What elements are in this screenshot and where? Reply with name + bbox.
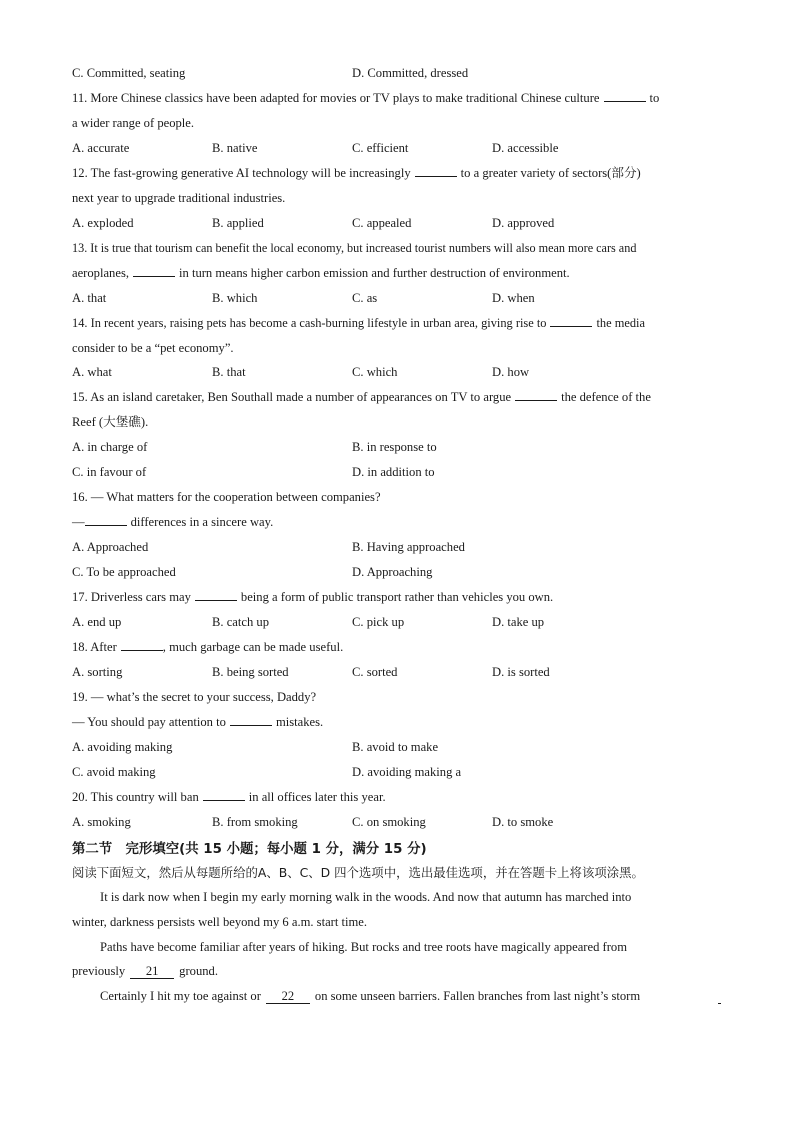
q12-option-c: C. appealed	[352, 216, 412, 230]
question-11-text: 11. More Chinese classics have been adapted for movies or TV plays to make traditional Chinese culture	[72, 91, 600, 105]
section-2-heading: 第二节 完形填空(共 15 小题；每小题 1 分，满分 15 分)	[72, 842, 427, 857]
question-13-text: aeroplanes,	[72, 266, 129, 280]
q16-option-d: D. Approaching	[352, 565, 433, 579]
question-13-text-cont: in turn means higher carbon emission and further destruction of environment.	[179, 266, 570, 280]
q11-option-d: D. accessible	[492, 141, 559, 155]
q19-option-a: A. avoiding making	[72, 740, 173, 754]
answer-blank	[604, 90, 646, 102]
question-16-line1: 16. — What matters for the cooperation between companies?	[72, 490, 381, 504]
q13-option-d: D. when	[492, 291, 535, 305]
question-20-line1	[72, 789, 386, 805]
q17-option-d: D. take up	[492, 615, 545, 629]
q14-option-d: D. how	[492, 365, 530, 379]
q20-option-d: D. to smoke	[492, 815, 554, 829]
question-16-text-cont: differences in a sincere way.	[130, 515, 274, 529]
answer-blank	[85, 514, 127, 526]
question-19-text: — You should pay attention to	[72, 715, 226, 729]
section-2-instruction: 阅读下面短文，然后从每题所给的A、B、C、D 四个选项中，选出最佳选项，并在答题卡上将该项涂黑。	[72, 865, 644, 880]
passage-text-cont: ground.	[179, 964, 218, 978]
q11-option-c: C. efficient	[352, 141, 409, 155]
q14-option-b: B. that	[212, 365, 246, 379]
q19-option-d: D. avoiding making a	[352, 765, 462, 779]
answer-blank	[550, 315, 592, 327]
answer-blank	[203, 789, 245, 801]
question-20-text: 20. This country will ban	[72, 790, 199, 804]
question-15-text-cont: the defence of the	[561, 390, 651, 404]
passage-p2-line2	[72, 963, 218, 979]
question-13-line1: 13. It is true that tourism can benefit the local economy, but increased tourist numbers will also mean more cars and	[72, 241, 637, 255]
answer-blank	[415, 165, 457, 177]
q19-option-c: C. avoid making	[72, 765, 156, 779]
q14-option-c: C. which	[352, 365, 398, 379]
q10-option-d: D. Committed, dressed	[352, 66, 469, 80]
q20-option-c: C. on smoking	[352, 815, 426, 829]
question-17-text: 17. Driverless cars may	[72, 590, 191, 604]
passage-p1-line2: winter, darkness persists well beyond my 6 a.m. start time.	[72, 915, 368, 929]
question-19-text-cont: mistakes.	[275, 715, 324, 729]
question-18-text-cont: , much garbage can be made useful.	[162, 640, 344, 654]
question-15-line2: Reef (大堡礁).	[72, 415, 149, 429]
question-14-text-cont: the media	[596, 316, 645, 330]
question-16-dash: —	[72, 515, 85, 529]
answer-blank	[133, 265, 175, 277]
q15-option-b: B. in response to	[352, 440, 437, 454]
q20-option-a: A. smoking	[72, 815, 131, 829]
question-12-text: 12. The fast-growing generative AI technology will be increasingly	[72, 166, 411, 180]
question-14-line1	[72, 315, 645, 331]
q10-option-c: C. Committed, seating	[72, 66, 186, 80]
q18-option-c: C. sorted	[352, 665, 398, 679]
question-15-text: 15. As an island caretaker, Ben Southall made a number of appearances on TV to argue	[72, 390, 512, 404]
answer-blank	[195, 589, 237, 601]
q17-option-c: C. pick up	[352, 615, 405, 629]
q13-option-b: B. which	[212, 291, 258, 305]
q14-option-a: A. what	[72, 365, 112, 379]
answer-blank	[121, 639, 163, 651]
question-12-text-cont: to a greater variety of sectors(部分)	[460, 166, 641, 180]
q11-option-b: B. native	[212, 141, 258, 155]
question-13-line2	[72, 265, 570, 281]
q18-option-a: A. sorting	[72, 665, 123, 679]
passage-text: Certainly I hit my toe against or	[100, 989, 261, 1003]
answer-blank	[230, 714, 272, 726]
q16-option-a: A. Approached	[72, 540, 149, 554]
q18-option-b: B. being sorted	[212, 665, 289, 679]
passage-text-cont: on some unseen barriers. Fallen branches from last night’s storm	[314, 989, 641, 1003]
question-18-line1	[72, 639, 343, 655]
cloze-blank-21: 21	[130, 964, 174, 979]
q15-option-d: D. in addition to	[352, 465, 435, 479]
q13-option-a: A. that	[72, 291, 107, 305]
q15-option-c: C. in favour of	[72, 465, 147, 479]
question-12-line1	[72, 165, 641, 181]
question-11-line2: a wider range of people.	[72, 116, 195, 130]
question-15-line1	[72, 389, 651, 405]
q16-option-c: C. To be approached	[72, 565, 176, 579]
question-11-text-cont: to	[649, 91, 660, 105]
q12-option-b: B. applied	[212, 216, 264, 230]
question-14-text: 14. In recent years, raising pets has become a cash-burning lifestyle in urban area, giving rise to	[72, 316, 547, 330]
q12-option-a: A. exploded	[72, 216, 134, 230]
passage-text: previously	[72, 964, 126, 978]
q17-option-a: A. end up	[72, 615, 122, 629]
q20-option-b: B. from smoking	[212, 815, 298, 829]
line-continuation-mark	[718, 1003, 721, 1004]
question-19-line2	[72, 714, 323, 730]
q17-option-b: B. catch up	[212, 615, 270, 629]
question-20-text-cont: in all offices later this year.	[248, 790, 386, 804]
question-19-line1: 19. — what’s the secret to your success, Daddy?	[72, 690, 317, 704]
passage-p3-line1	[100, 988, 640, 1004]
q16-option-b: B. Having approached	[352, 540, 465, 554]
question-14-line2: consider to be a “pet economy”.	[72, 341, 234, 355]
question-11-line1	[72, 90, 659, 106]
answer-blank	[515, 389, 557, 401]
q18-option-d: D. is sorted	[492, 665, 550, 679]
q15-option-a: A. in charge of	[72, 440, 148, 454]
q12-option-d: D. approved	[492, 216, 555, 230]
q13-option-c: C. as	[352, 291, 378, 305]
cloze-blank-22: 22	[266, 989, 310, 1004]
question-18-text: 18. After	[72, 640, 117, 654]
passage-p2-line1: Paths have become familiar after years of hiking. But rocks and tree roots have magically appeared from	[100, 940, 627, 954]
question-12-line2: next year to upgrade traditional industries.	[72, 191, 286, 205]
q11-option-a: A. accurate	[72, 141, 130, 155]
question-17-line1	[72, 589, 553, 605]
question-16-line2	[72, 514, 273, 530]
q19-option-b: B. avoid to make	[352, 740, 439, 754]
passage-p1-line1: It is dark now when I begin my early morning walk in the woods. And now that autumn has marched into	[100, 890, 632, 904]
question-17-text-cont: being a form of public transport rather than vehicles you own.	[240, 590, 554, 604]
